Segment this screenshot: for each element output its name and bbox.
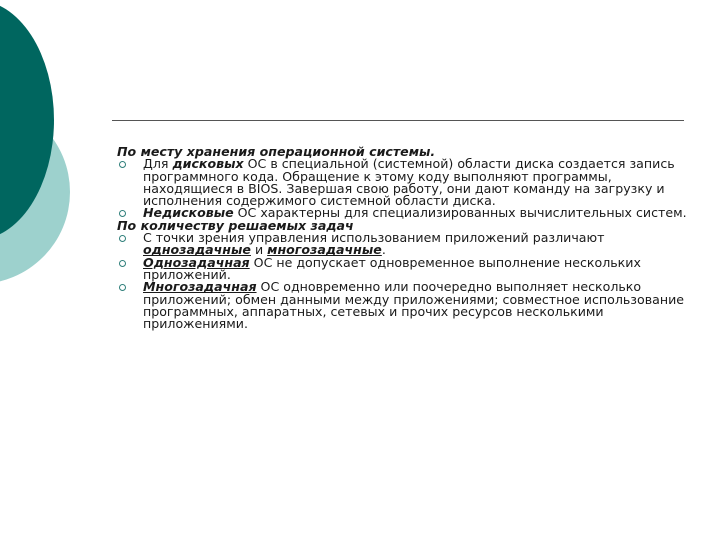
list-item-multi-task [117,281,687,330]
item-text: С точки зрения управления использованием приложений различают [143,230,605,246]
item-term: дисковых [172,156,244,172]
item-text: и [250,242,268,258]
item-term: многозадачные [267,242,382,258]
list-item-single-task [117,254,687,282]
item-text: Для [143,156,173,172]
item-text: . [381,242,386,258]
list-item-disk-os [117,158,687,207]
circle-bullet-icon [119,284,126,291]
item-term: Недисковые [143,205,234,221]
circle-bullet-icon [119,235,126,242]
title-divider [112,120,684,121]
item-term: Однозадачная [143,254,250,270]
circle-bullet-icon [119,210,126,217]
item-text: ОС не допускает одновременное выполнение нескольких приложений. [143,254,641,282]
item-text: ОС характерны для специализированных вычислительных систем. [233,205,687,221]
item-text: ОС одновременно или поочередно выполняет несколько приложений; обмен данными между приложениями; совместное использование программных, аппаратных, сетевых и прочих ресурсов несколькими приложениями. [143,279,685,332]
decorative-circles [0,0,120,300]
list-item-task-types [117,232,687,257]
item-text: ОС в специальной (системной) области диска создается запись программного кода. Обращение к этому коду выполняют программы, находящиеся в BIOS. Завершая свою работу, они дают команду на загрузку и исполнения содержимого системной области диска. [143,156,675,209]
section-heading-storage: По месту хранения операционной системы. [117,144,436,159]
item-term: однозадачные [143,242,251,258]
section-heading-tasks: По количеству решаемых задач [117,217,354,233]
circle-bullet-icon [119,260,126,267]
item-term: Многозадачная [143,279,257,295]
slide-content [117,146,687,330]
circle-bullet-icon [119,161,126,168]
list-item-nondisk-os [117,207,687,219]
